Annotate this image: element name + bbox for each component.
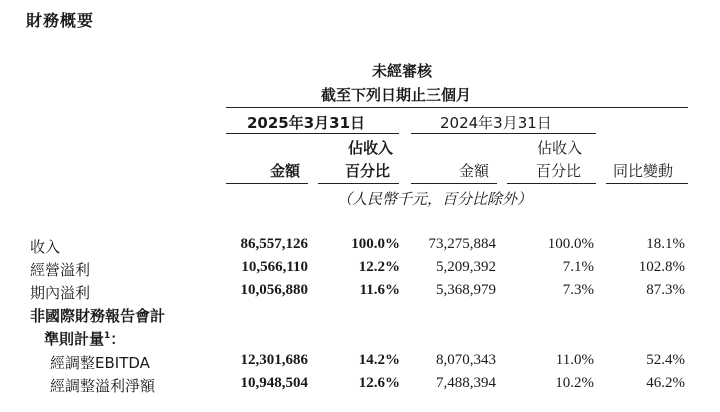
col-pct-current-line1: 佔收入 bbox=[348, 139, 394, 157]
period-heading: 截至下列日期止三個月 bbox=[321, 86, 472, 104]
yoy-change: 52.4% bbox=[646, 352, 685, 368]
amount-2025: 10,056,880 bbox=[240, 282, 308, 298]
pct-2025: 100.0% bbox=[351, 236, 400, 252]
col-amount-current-underline bbox=[226, 183, 308, 184]
pct-2024: 100.0% bbox=[547, 236, 594, 252]
amount-2024: 5,368,979 bbox=[436, 282, 496, 298]
period-underline bbox=[226, 107, 688, 108]
date-prior: 2024年3月31日 bbox=[440, 114, 552, 132]
col-pct-prior-line1: 佔收入 bbox=[537, 139, 583, 157]
non-ifrs-heading-line2: 準則計量$^1$： bbox=[44, 330, 126, 348]
pct-2025: 14.2% bbox=[358, 352, 400, 368]
col-yoy-underline bbox=[606, 183, 688, 184]
row-label: 經調整溢利淨額 bbox=[50, 377, 156, 395]
section-title: 財務概要 bbox=[26, 11, 95, 30]
pct-2024: 10.2% bbox=[555, 375, 594, 391]
footnote-mark: 1 bbox=[104, 331, 111, 341]
row-label: 經調整EBITDA bbox=[50, 354, 150, 372]
col-amount-current: 金額 bbox=[270, 162, 301, 180]
col-amount-prior: 金額 bbox=[459, 162, 490, 180]
amount-2025: 86,557,126 bbox=[240, 236, 308, 252]
row-label: 經營溢利 bbox=[30, 261, 91, 279]
pct-2024: 7.3% bbox=[562, 282, 594, 298]
pct-2024: 7.1% bbox=[562, 259, 594, 275]
col-amount-prior-underline bbox=[411, 183, 497, 184]
amount-2025: 10,566,110 bbox=[241, 259, 308, 275]
amount-2024: 8,070,343 bbox=[436, 352, 496, 368]
yoy-change: 87.3% bbox=[646, 282, 685, 298]
row-label: 收入 bbox=[30, 238, 61, 256]
pct-2024: 11.0% bbox=[555, 352, 594, 368]
col-yoy: 同比變動 bbox=[613, 162, 674, 180]
unit-note: （人民幣千元，百分比除外） bbox=[337, 190, 533, 208]
amount-2025: 12,301,686 bbox=[240, 352, 308, 368]
amount-2024: 7,488,394 bbox=[436, 375, 496, 391]
col-pct-current-underline bbox=[318, 183, 399, 184]
audit-status: 未經審核 bbox=[372, 62, 433, 80]
yoy-change: 18.1% bbox=[646, 236, 685, 252]
amount-2024: 5,209,392 bbox=[436, 259, 496, 275]
col-pct-current-line2: 百分比 bbox=[345, 162, 391, 180]
amount-2025: 10,948,504 bbox=[240, 375, 308, 391]
date-current: 2025年3月31日 bbox=[247, 114, 366, 132]
non-ifrs-heading-line1: 非國際財務報告會計 bbox=[30, 307, 166, 325]
col-pct-prior-underline bbox=[507, 183, 596, 184]
yoy-change: 46.2% bbox=[646, 375, 685, 391]
amount-2024: 73,275,884 bbox=[428, 236, 496, 252]
date-current-underline bbox=[226, 133, 399, 134]
date-prior-underline bbox=[411, 133, 596, 134]
pct-2025: 12.2% bbox=[358, 259, 400, 275]
row-label: 期內溢利 bbox=[30, 284, 91, 302]
col-pct-prior-line2: 百分比 bbox=[536, 162, 582, 180]
pct-2025: 12.6% bbox=[358, 375, 400, 391]
yoy-change: 102.8% bbox=[638, 259, 685, 275]
pct-2025: 11.6% bbox=[359, 282, 400, 298]
